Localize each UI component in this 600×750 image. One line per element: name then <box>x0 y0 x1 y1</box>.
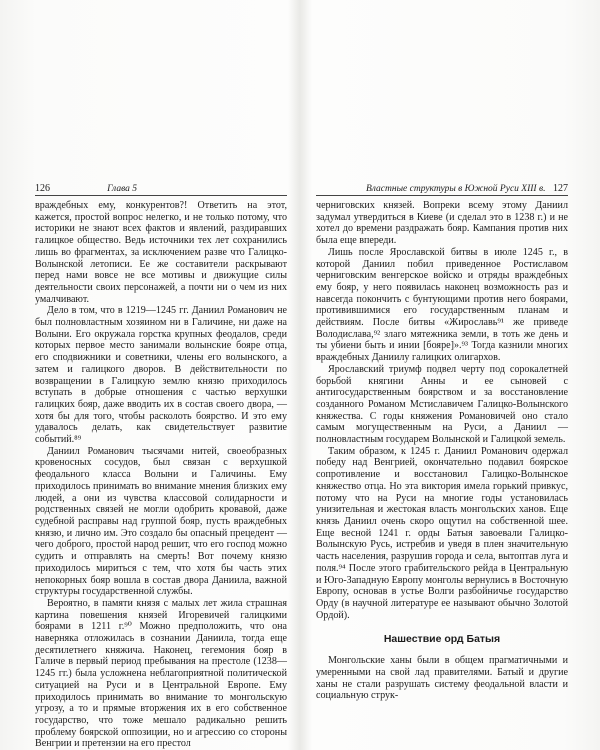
paragraph: враждебных ему, конкурентов?! Ответить на этот, кажется, простой вопрос нелегко, и не только потому, что историки не знают всех фактов и явлений, раздиравших галицкое общество. Ведь источники тех лет сохранились лишь во фрагментах, за исключением разве что Галицко-Волынской летописи. Ее же составители раскрывают перед нами вовсе не все мотивы и движущие силы деятельности своих персонажей, а почти ни о чем из них умалчивают. <box>35 200 287 305</box>
left-chapter-title: Глава 5 <box>107 184 137 194</box>
left-page-number: 126 <box>35 183 50 194</box>
left-body-text <box>35 200 287 750</box>
paragraph: Даниил Романович тысячами нитей, своеобразных кровеносных сосудов, был связан с верхушкой феодального класса Волыни и Галичины. Ему приходилось принимать во внимание мнения близких ему людей, а они из чувства классовой солидарности и родственных связей не могли одобрить кровавой, даже судебной расправы над группой бояр, пусть враждебных князю, и лично им. Это создало бы опасный прецедент — чего доброго, простой народ решит, что его господ можно судить и отправлять на смерть! Вот почему князю приходилось мириться с тем, что хотя бы часть этих непокорных бояр вошла в состав двора Даниила, важной структуры государственной службы. <box>35 445 287 598</box>
right-page <box>316 183 568 702</box>
right-running-head <box>316 183 568 196</box>
right-body-text <box>316 200 568 702</box>
paragraph: Таким образом, к 1245 г. Даниил Романович одержал победу над Венгрией, окончательно подавил боярское сопротивление и восстановил Галицко-Волынское княжество отца. Но эта виктория имела горький привкус, потому что на Руси на многие годы установилась унизительная и жестокая власть монгольских ханов. Еще князь Даниил очень скоро ощутил на собственной шее. Еще весной 1241 г. орды Батыя завоевали Галицко-Волынскую Русь, истребив и уведя в плен значительную часть населения, разрушив города и села, вытоптав луга и поля.⁹⁴ После этого грабительского рейда в Центральную и Юго-Западную Европу монголы вернулись в Восточную Европу, основав в устье Волги разбойничье государство Орду (в научной литературе ее называют обычно Золотой Ордой). <box>316 445 568 621</box>
left-page <box>35 183 287 750</box>
right-page-number: 127 <box>553 183 568 194</box>
paragraph: Ярославский триумф подвел черту под сорокалетней борьбой княгини Анны и ее сыновей с антигосударственным боярством и за восстановление созданного Романом Мстиславичем Галицко-Волынского княжества. С годы княжения Романовичей оно стало самым могущественным на Руси, а Даниил — полновластным государем Волынской и Галицкой земель. <box>316 363 568 446</box>
left-running-head <box>35 183 287 196</box>
paragraph: Лишь после Ярославской битвы в июле 1245 г., в которой Даниил побил приведенное Ростиславом черниговским венгерское войско и отряды враждебных ему бояр, у него появилась наконец возможность раз и навсегда покончить с бунтующими против него боярами, противившимися его государственным планам и действиям. После битвы «Жирославь⁹¹ же приведе Володислава,⁹² злаго мятежника земли, в тоть же день и ты убиени быть и инии [бояре]».⁹³ Тогда казнили многих враждебных Даниилу галицких олигархов. <box>316 246 568 364</box>
paragraph: черниговских князей. Вопреки всему этому Даниил задумал утвердиться в Киеве (и сделал это в 1238 г.) и не хотел до времени раздражать бояр. Кампания против них была еще впереди. <box>316 200 568 247</box>
paragraph: Дело в том, что в 1219—1245 гг. Даниил Романович не был полновластным хозяином ни в Галичине, ни даже на Волыни. Его окружала горстка крупных феодалов, среди которых первое место занимали волынские бояре отца, его сподвижники и советники, члены его волынского, а затем и галицкого дворов. В действительности по возвращении в Галицкую землю князю приходилось вступать в добрые отношения с частью верхушки галицких бояр, даже вводить их в состав своего двора, — хотя бы для того, чтобы расколоть боярство. И это ему удавалось делать, как свидетельствует развитие событий.⁸⁹ <box>35 305 287 446</box>
right-section-head: Властные структуры в Южной Руси XIII в. <box>366 184 546 194</box>
section-heading: Нашествие орд Батыя <box>383 633 501 646</box>
paragraph: Вероятно, в памяти князя с малых лет жила страшная картина повешения князей Игоревичей галицкими боярами в 1211 г.⁹⁰ Можно предположить, что она наверняка отложилась в сознании Даниила, тогда еще десятилетнего княжича. Наконец, гегемония бояр в Галиче в первый период пребывания на престоле (1238—1245 гг.) была усложнена неблагоприятной политической ситуацией на Руси и в Центральной Европе. Ему приходилось принимать во внимание то монгольскую угрозу, а то и прямые вторжения их в его собственное государство, что тоже мешало радикально решить проблему боярской оппозиции, но и агрессию со стороны Венгрии и претензии на его престол <box>35 597 287 750</box>
paragraph: Монгольские ханы были в общем прагматичными и умеренными на свой лад правителями. Батый и другие ханы не стали разрушать систему феодальной власти и социальную струк- <box>316 655 568 702</box>
